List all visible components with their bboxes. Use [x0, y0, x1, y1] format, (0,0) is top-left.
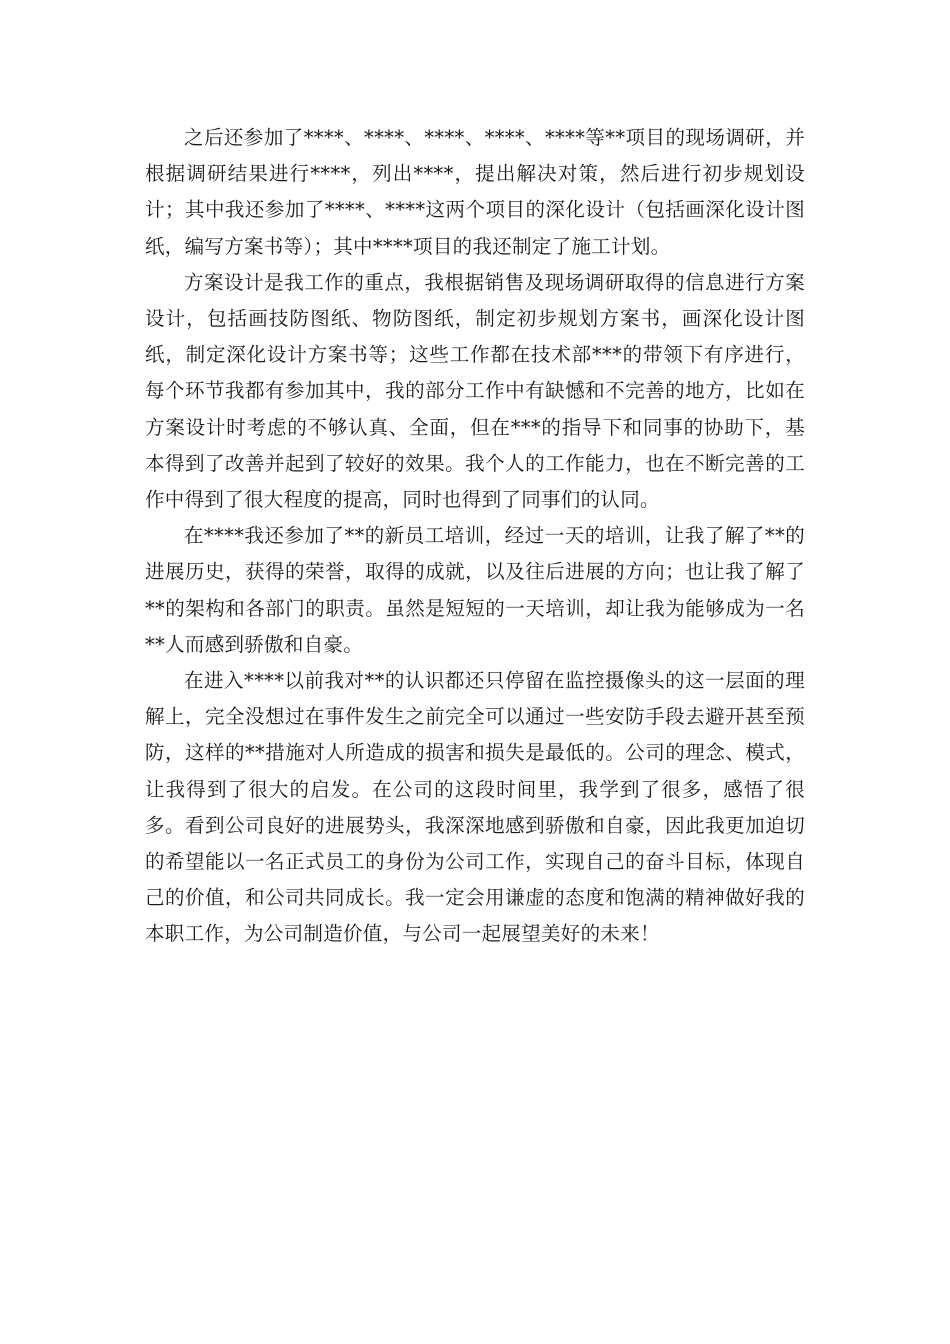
paragraph-site-survey: 之后还参加了****、****、****、****、****等**项目的现场调研，并根据调研结果进行****，列出****，提出解决对策，然后进行初步规划设计；其中我还参加了****、****这两个项目的深化设计（包括画深化设计图纸，编写方案书等）；其中****项目的我还制定了施工计划。 [145, 126, 805, 258]
document-body [145, 120, 805, 953]
paragraph-training: 在****我还参加了**的新员工培训，经过一天的培训，让我了解了**的进展历史，获得的荣誉，取得的成就，以及往后进展的方向；也让我了解了**的架构和各部门的职责。虽然是短短的一天培训，却让我为能够成为一名**人而感到骄傲和自豪。 [145, 524, 805, 656]
paragraph-scheme-design: 方案设计是我工作的重点，我根据销售及现场调研取得的信息进行方案设计，包括画技防图纸、物防图纸，制定初步规划方案书，画深化设计图纸，制定深化设计方案书等；这些工作都在技术部***的带领下有序进行，每个环节我都有参加其中，我的部分工作中有缺憾和不完善的地方，比如在方案设计时考虑的不够认真、全面，但在***的指导下和同事的协助下，基本得到了改善并起到了较好的效果。我个人的工作能力，也在不断完善的工作中得到了很大程度的提高，同时也得到了同事们的认同。 [145, 270, 805, 512]
paragraph-conclusion: 在进入****以前我对**的认识都还只停留在监控摄像头的这一层面的理解上，完全没想过在事件发生之前完全可以通过一些安防手段去避开甚至预防，这样的**措施对人所造成的损害和损失是最低的。公司的理念、模式，让我得到了很大的启发。在公司的这段时间里，我学到了很多，感悟了很多。看到公司良好的进展势头，我深深地感到骄傲和自豪，因此我更加迫切的希望能以一名正式员工的身份为公司工作，实现自己的奋斗目标，体现自己的价值，和公司共同成长。我一定会用谦虚的态度和饱满的精神做好我的本职工作，为公司制造价值，与公司一起展望美好的未来！ [145, 669, 805, 946]
